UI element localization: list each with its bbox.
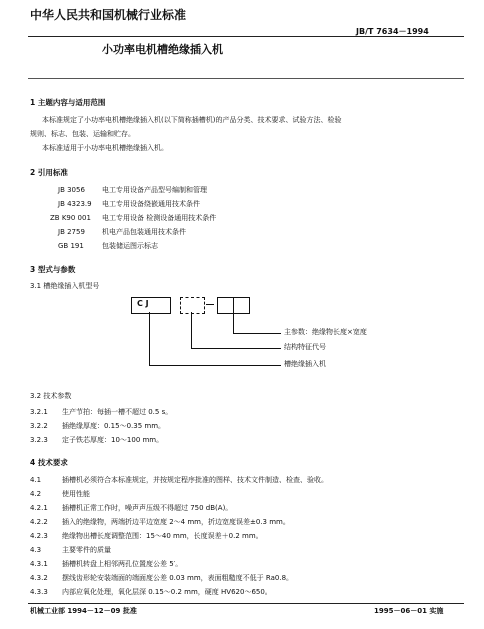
model-code-text: C J bbox=[137, 299, 149, 308]
item-text: 内部应氧化处理，氧化层深 0.15～0.2 mm，硬度 HV620～650。 bbox=[62, 588, 272, 596]
section-1-para-1-line-2: 规则、标志、包装、运输和贮存。 bbox=[30, 130, 135, 138]
item-text: 插绝缘厚度：0.15～0.35 mm。 bbox=[62, 422, 166, 430]
reference-name: 电工专用设备 检测设备通用技术条件 bbox=[102, 214, 217, 222]
legend-machine: 槽绝缘插入机 bbox=[284, 360, 326, 368]
reference-name: 包装储运图示标志 bbox=[102, 242, 158, 250]
item-number: 4.1 bbox=[30, 476, 42, 484]
separator-dash bbox=[206, 304, 214, 305]
item-text: 插槽机必须符合本标准规定，并按规定程序批准的图样、技术文件制造、检查、验收。 bbox=[62, 476, 328, 484]
section-3-2-heading: 3.2 技术参数 bbox=[30, 392, 72, 400]
org-name: 中华人民共和国机械行业标准 bbox=[30, 8, 187, 22]
approval-date: 机械工业部 1994－12－09 批准 bbox=[30, 607, 137, 615]
reference-name: 电工专用设备绕嵌通用技术条件 bbox=[102, 200, 200, 208]
reference-name: 电工专用设备产品型号编制和管理 bbox=[102, 186, 207, 194]
title-divider bbox=[28, 78, 464, 79]
reference-code: JB 4323.9 bbox=[58, 200, 92, 208]
structure-code-box bbox=[180, 297, 205, 314]
reference-code: GB 191 bbox=[58, 242, 84, 250]
item-number: 3.2.2 bbox=[30, 422, 48, 430]
legend-main-param: 主参数：绝缘物长度×宽度 bbox=[284, 328, 367, 336]
leader-structure-v bbox=[191, 312, 192, 348]
reference-name: 机电产品包装通用技术条件 bbox=[102, 228, 186, 236]
section-3-1-heading: 3.1 槽绝缘插入机型号 bbox=[30, 282, 100, 290]
implementation-date: 1995－06－01 实施 bbox=[374, 607, 444, 615]
item-text: 绝缘物出槽长度调整范围：15～40 mm，长度误差＋0.2 mm。 bbox=[62, 532, 263, 540]
item-text: 主要零件的质量 bbox=[62, 546, 111, 554]
section-1-para-1-line-1: 本标准规定了小功率电机槽绝缘插入机(以下简称插槽机)的产品分类、技术要求、试验方法、检验 bbox=[42, 116, 342, 124]
item-text: 插入的绝缘物，两端折边平边宽度 2～4 mm，折边宽度误差±0.3 mm。 bbox=[62, 518, 290, 526]
item-number: 4.2.2 bbox=[30, 518, 48, 526]
item-text: 定子铁芯厚度：10～100 mm。 bbox=[62, 436, 164, 444]
item-number: 4.2 bbox=[30, 490, 42, 498]
item-text: 生产节拍：每插一槽不超过 0.5 s。 bbox=[62, 408, 173, 416]
leader-structure-h bbox=[191, 348, 281, 349]
section-1-para-2: 本标准适用于小功率电机槽绝缘插入机。 bbox=[42, 144, 168, 152]
section-4-heading: 4 技术要求 bbox=[30, 458, 68, 467]
leader-main-param-v bbox=[233, 312, 234, 333]
leader-machine-v bbox=[149, 312, 150, 365]
param-box-left bbox=[217, 297, 234, 314]
item-number: 4.2.3 bbox=[30, 532, 48, 540]
item-number: 3.2.3 bbox=[30, 436, 48, 444]
header-divider bbox=[28, 36, 464, 37]
item-text: 使用性能 bbox=[62, 490, 90, 498]
reference-code: ZB K90 001 bbox=[50, 214, 91, 222]
legend-structure-code: 结构特征代号 bbox=[284, 343, 326, 351]
item-number: 4.3.3 bbox=[30, 588, 48, 596]
section-1-heading: 1 主题内容与适用范围 bbox=[30, 98, 106, 107]
leader-main-param-h bbox=[233, 333, 281, 334]
item-number: 3.2.1 bbox=[30, 408, 48, 416]
leader-machine-h bbox=[149, 365, 281, 366]
item-text: 插槽机正常工作时，噪声声压级不得超过 750 dB(A)。 bbox=[62, 504, 233, 512]
item-number: 4.2.1 bbox=[30, 504, 48, 512]
item-number: 4.3.2 bbox=[30, 574, 48, 582]
reference-code: JB 2759 bbox=[58, 228, 85, 236]
item-text: 插槽机转盘上相邻两孔位置度公差 5′。 bbox=[62, 560, 183, 568]
param-box-right bbox=[233, 297, 250, 314]
item-text: 摆线齿形轮安装端面的端面度公差 0.03 mm，表面粗糙度不低于 Ra0.8。 bbox=[62, 574, 294, 582]
item-number: 4.3.1 bbox=[30, 560, 48, 568]
section-2-heading: 2 引用标准 bbox=[30, 168, 68, 177]
reference-code: JB 3056 bbox=[58, 186, 85, 194]
item-number: 4.3 bbox=[30, 546, 42, 554]
document-title: 小功率电机槽绝缘插入机 bbox=[102, 43, 223, 56]
standard-number: JB/T 7634－1994 bbox=[356, 27, 429, 36]
section-3-heading: 3 型式与参数 bbox=[30, 265, 76, 274]
footer-divider bbox=[28, 603, 464, 604]
